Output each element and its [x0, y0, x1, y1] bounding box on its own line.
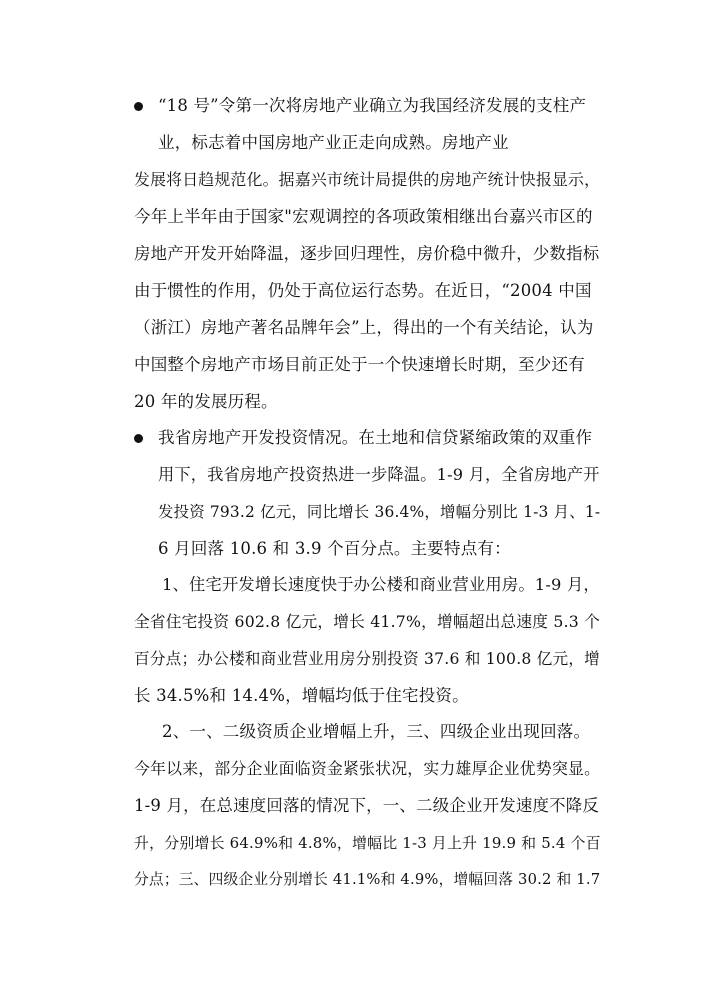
text-line: 1、住宅开发增长速度快于办公楼和商业营业用房。1-9 月， [162, 575, 600, 594]
text-line: 分点；三、四级企业分别增长 41.1%和 4.9%，增幅回落 30.2 和 1.7 [134, 871, 601, 888]
text-line: 今年以来，部分企业面临资金紧张状况，实力雄厚企业优势突显。 [134, 759, 601, 778]
text-line: 长 34.5%和 14.4%，增幅均低于住宅投资。 [134, 686, 469, 705]
text-line: “18 号”令第一次将房地产业确立为我国经济发展的支柱产 [158, 96, 587, 115]
text-line: 业，标志着中国房地产业正走向成熟。房地产业 [158, 133, 509, 152]
text-line: 发展将日趋规范化。据嘉兴市统计局提供的房地产统计快报显示， [134, 170, 601, 189]
text-line: 全省住宅投资 602.8 亿元，增长 41.7%，增幅超出总速度 5.3 个 [134, 612, 600, 631]
text-line: 2、一、二级资质企业增幅上升，三、四级企业出现回落。 [162, 722, 591, 741]
text-line: 20 年的发展历程。 [134, 392, 278, 411]
text-line: 房地产开发开始降温，逐步回归理性，房价稳中微升，少数指标 [134, 244, 600, 263]
text-line: 我省房地产开发投资情况。在土地和信贷紧缩政策的双重作 [158, 428, 593, 447]
text-line: 6 月回落 10.6 和 3.9 个百分点。主要特点有： [158, 539, 511, 558]
text-line: 发投资 793.2 亿元，同比增长 36.4%，增幅分别比 1-3 月、1- [158, 503, 601, 521]
text-line: （浙江）房地产著名品牌年会”上，得出的一个有关结论，认为 [134, 318, 594, 337]
text-line: 百分点；办公楼和商业营业用房分别投资 37.6 和 100.8 亿元，增 [134, 649, 600, 668]
text-line: 用下，我省房地产投资热进一步降温。1-9 月，全省房地产开 [158, 465, 600, 484]
text-line: 中国整个房地产市场目前正处于一个快速增长时期，至少还有 [134, 355, 585, 374]
text-line: 1-9 月，在总速度回落的情况下，一、二级企业开发速度不降反 [134, 796, 600, 815]
text-line: 升，分别增长 64.9%和 4.8%，增幅比 1-3 月上升 19.9 和 5.4 个百 [134, 834, 601, 852]
text-line: 今年上半年由于国家"宏观调控的各项政策相继出台嘉兴市区的 [134, 207, 593, 226]
text-line: 由于惯性的作用，仍处于高位运行态势。在近日，“2004 中国 [134, 281, 592, 300]
bullet-dot-icon [134, 102, 143, 111]
bullet-dot-icon [134, 434, 143, 443]
